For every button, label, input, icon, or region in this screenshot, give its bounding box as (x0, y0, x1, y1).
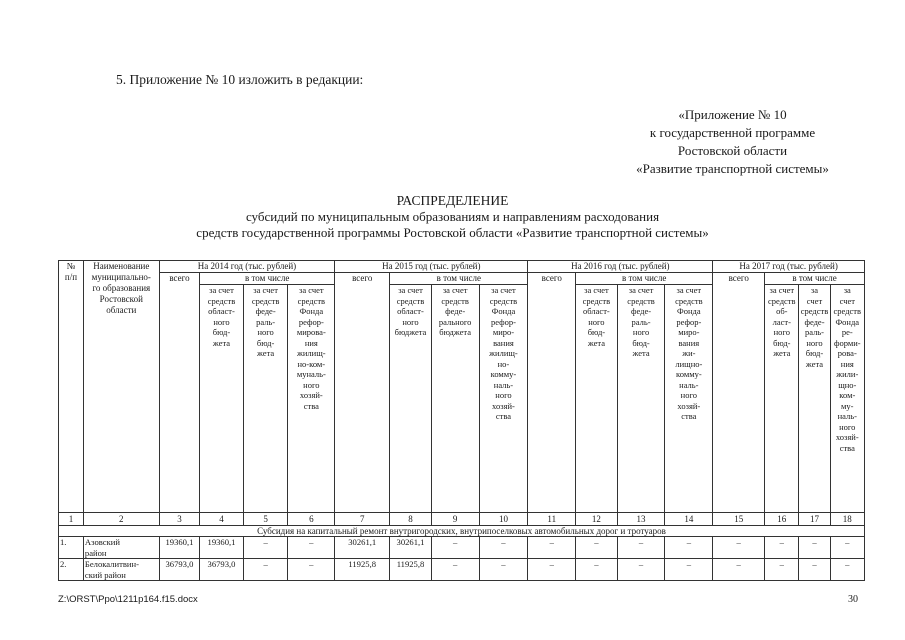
row-name: Белокалитвин- ский район (83, 559, 159, 581)
header-row-years (59, 261, 865, 273)
page-number: 30 (848, 594, 858, 605)
header-source: за счет средств област- ного бюд- жета (200, 285, 244, 513)
table-row (59, 559, 865, 581)
column-number: 9 (431, 513, 479, 526)
row-value: – (479, 559, 528, 581)
appendix-header (600, 106, 865, 178)
row-value: – (665, 537, 713, 559)
row-value: – (528, 559, 576, 581)
header-year: На 2017 год (тыс. рублей) (713, 261, 865, 273)
column-number: 10 (479, 513, 528, 526)
row-value: – (665, 559, 713, 581)
row-value: – (765, 559, 799, 581)
row-value: – (288, 559, 335, 581)
column-number: 1 (59, 513, 84, 526)
distribution-table (58, 260, 865, 581)
column-number: 7 (335, 513, 390, 526)
row-value: – (830, 537, 864, 559)
section-row (59, 525, 865, 537)
row-value: 11925,8 (335, 559, 390, 581)
header-source: за счет средств об- ласт- ного бюд- жета (765, 285, 799, 513)
row-value: 11925,8 (390, 559, 432, 581)
appendix-line: «Приложение № 10 (678, 107, 787, 122)
column-number: 6 (288, 513, 335, 526)
section-title: Субсидия на капитальный ремонт внутригородских, внутрипоселковых автомобильных дорог и тротуаров (59, 525, 865, 537)
column-number: 17 (799, 513, 830, 526)
document-title (0, 193, 905, 241)
appendix-line: к государственной программе (649, 125, 816, 140)
column-number: 12 (576, 513, 618, 526)
row-value: – (479, 537, 528, 559)
column-number: 2 (83, 513, 159, 526)
header-source: за счет средств Фонда рефор- миро- вания жилищ- но- комму- наль- ного хозяй- ства (479, 285, 528, 513)
row-value: – (431, 559, 479, 581)
header-cell: Наименование муниципально- го образования Ростовской области (83, 261, 159, 513)
header-year: На 2016 год (тыс. рублей) (528, 261, 713, 273)
row-value: – (243, 537, 288, 559)
header-source: за счет средств феде- раль- ного бюд- жета (617, 285, 665, 513)
row-value: – (576, 559, 618, 581)
column-number: 8 (390, 513, 432, 526)
column-number: 4 (200, 513, 244, 526)
header-source: за счет средств област- ного бюд- жета (576, 285, 618, 513)
header-total: всего (528, 273, 576, 513)
header-source: за счет средств област- ного бюджета (390, 285, 432, 513)
appendix-line: Ростовской области (677, 143, 788, 158)
title-line: субсидий по муниципальным образованиям и направлениям расходования (245, 209, 660, 224)
column-number: 14 (665, 513, 713, 526)
row-value: – (288, 537, 335, 559)
row-value: 36793,0 (159, 559, 199, 581)
row-value: – (617, 537, 665, 559)
header-total: всего (713, 273, 765, 513)
header-year: На 2015 год (тыс. рублей) (335, 261, 528, 273)
row-number: 2. (59, 559, 84, 581)
row-name: Азовский район (83, 537, 159, 559)
header-row-total (59, 273, 865, 285)
intro-text: 5. Приложение № 10 изложить в редакции: (116, 72, 364, 87)
row-number: 1. (59, 537, 84, 559)
header-source: за счет средств Фонда рефор- мирова- ния жилищ- но-ком- муналь- ного хозяй- ства (288, 285, 335, 513)
row-value: – (713, 559, 765, 581)
row-value: – (528, 537, 576, 559)
row-value: – (799, 559, 830, 581)
row-value: 36793,0 (200, 559, 244, 581)
row-value: – (243, 559, 288, 581)
header-source: за счет средств феде- рального бюджета (431, 285, 479, 513)
row-value: – (830, 559, 864, 581)
header-year: На 2014 год (тыс. рублей) (159, 261, 335, 273)
title-line: РАСПРЕДЕЛЕНИЕ (396, 193, 509, 208)
row-value: – (799, 537, 830, 559)
header-source: за счет средств Фонда рефор- миро- вания жи- лищно- комму- наль- ного хозяй- ства (665, 285, 713, 513)
column-number: 13 (617, 513, 665, 526)
column-number: 5 (243, 513, 288, 526)
table-row (59, 537, 865, 559)
header-incl: в том числе (390, 273, 528, 285)
column-number: 18 (830, 513, 864, 526)
row-value: 30261,1 (335, 537, 390, 559)
title-line: средств государственной программы Ростовской области «Развитие транспортной системы» (196, 225, 709, 240)
header-source: за счет средств феде- раль- ного бюд- жета (799, 285, 830, 513)
column-number: 3 (159, 513, 199, 526)
row-value: 30261,1 (390, 537, 432, 559)
column-number: 11 (528, 513, 576, 526)
header-incl: в том числе (765, 273, 865, 285)
row-value: – (765, 537, 799, 559)
header-incl: в том числе (576, 273, 713, 285)
row-value: 19360,1 (159, 537, 199, 559)
header-total: всего (335, 273, 390, 513)
row-value: 19360,1 (200, 537, 244, 559)
row-value: – (617, 559, 665, 581)
column-number-row (59, 513, 865, 526)
row-value: – (713, 537, 765, 559)
appendix-line: «Развитие транспортной системы» (636, 161, 829, 176)
column-number: 15 (713, 513, 765, 526)
file-path-footer: Z:\ORST\Ppo\1211p164.f15.docx (58, 594, 198, 605)
header-incl: в том числе (200, 273, 335, 285)
row-value: – (576, 537, 618, 559)
header-source: за счет средств Фонда ре- форми- рова- ния жили- щно- ком- му- наль- ного хозяй- ства (830, 285, 864, 513)
row-value: – (431, 537, 479, 559)
header-total: всего (159, 273, 199, 513)
header-cell: № п/п (59, 261, 84, 513)
header-source: за счет средств феде- раль- ного бюд- жета (243, 285, 288, 513)
column-number: 16 (765, 513, 799, 526)
